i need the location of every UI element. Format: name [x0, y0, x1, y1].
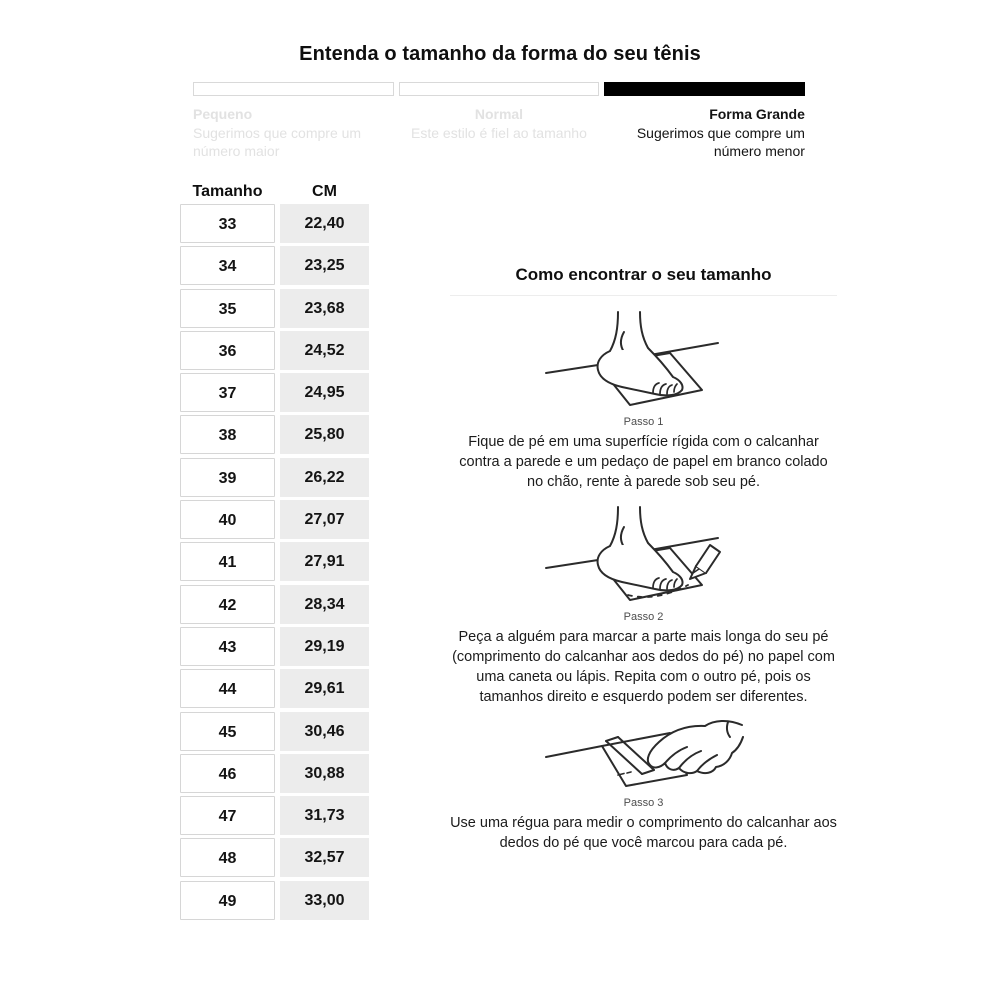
page-title: Entenda o tamanho da forma do seu tênis — [299, 43, 701, 65]
step-text: Fique de pé em uma superfície rígida com o calcanhar contra a parede e um pedaço de papel em branco colado no chão, rente à parede sob seu pé. — [459, 434, 828, 490]
table-row — [180, 585, 369, 624]
size-cell: 36 — [180, 331, 275, 370]
size-table — [180, 183, 369, 923]
size-cell: 44 — [180, 669, 275, 708]
cm-cell: 22,40 — [280, 204, 369, 243]
table-row — [180, 881, 369, 920]
size-cell: 45 — [180, 712, 275, 751]
size-cell: 41 — [180, 542, 275, 581]
fit-label-description: Este estilo é fiel ao tamanho — [411, 124, 587, 141]
table-row — [180, 796, 369, 835]
size-cell: 38 — [180, 415, 275, 454]
foot-on-paper-icon — [534, 310, 754, 410]
cm-cell: 24,52 — [280, 331, 369, 370]
cm-column-header: CM — [312, 183, 337, 200]
foot-pencil-marking-icon — [534, 505, 754, 605]
cm-cell: 30,46 — [280, 712, 369, 751]
size-cell: 33 — [180, 204, 275, 243]
table-row — [180, 712, 369, 751]
size-cell: 48 — [180, 838, 275, 877]
step-label: Passo 1 — [623, 416, 664, 428]
divider — [450, 295, 837, 296]
cm-cell: 23,68 — [280, 289, 369, 328]
size-cell: 35 — [180, 289, 275, 328]
step-text: Peça a alguém para marcar a parte mais longa do seu pé (comprimento do calcanhar aos dedos do pé) no papel com uma caneta ou lápis. Repita com o outro pé, pois os tamanhos direito e esquerdo podem ser diferentes. — [452, 629, 835, 705]
step-label: Passo 3 — [623, 797, 664, 809]
how-to-section — [450, 264, 837, 853]
size-cell: 49 — [180, 881, 275, 920]
step-label: Passo 2 — [623, 611, 664, 623]
table-row — [180, 204, 369, 243]
table-row — [180, 627, 369, 666]
fit-label-description: Sugerimos que compre um número maior — [193, 124, 362, 159]
cm-cell: 27,91 — [280, 542, 369, 581]
table-row — [180, 500, 369, 539]
table-row — [180, 289, 369, 328]
cm-cell: 25,80 — [280, 415, 369, 454]
fit-label-large — [601, 105, 805, 161]
table-row — [180, 331, 369, 370]
how-to-title: Como encontrar o seu tamanho — [515, 265, 772, 284]
fit-label-title: Pequeno — [193, 106, 253, 122]
table-row — [180, 542, 369, 581]
table-row — [180, 415, 369, 454]
size-table-header — [180, 183, 369, 204]
cm-cell: 32,57 — [280, 838, 369, 877]
fit-meter — [193, 82, 805, 96]
cm-cell: 23,25 — [280, 246, 369, 285]
size-cell: 43 — [180, 627, 275, 666]
size-cell: 47 — [180, 796, 275, 835]
cm-cell: 24,95 — [280, 373, 369, 412]
size-cell: 39 — [180, 458, 275, 497]
cm-cell: 27,07 — [280, 500, 369, 539]
table-row — [180, 754, 369, 793]
fit-segment-normal — [399, 82, 600, 96]
table-row — [180, 373, 369, 412]
fit-label-description: Sugerimos que compre um número menor — [636, 124, 805, 159]
cm-cell: 30,88 — [280, 754, 369, 793]
size-cell: 46 — [180, 754, 275, 793]
ruler-hand-icon — [544, 715, 744, 793]
size-cell: 37 — [180, 373, 275, 412]
size-cell: 34 — [180, 246, 275, 285]
table-row — [180, 669, 369, 708]
cm-cell: 29,61 — [280, 669, 369, 708]
cm-cell: 29,19 — [280, 627, 369, 666]
fit-label-normal — [397, 105, 601, 161]
size-column-header: Tamanho — [192, 183, 263, 200]
cm-cell: 31,73 — [280, 796, 369, 835]
size-table-body — [180, 204, 369, 920]
cm-cell: 26,22 — [280, 458, 369, 497]
fit-segment-small — [193, 82, 394, 96]
cm-cell: 33,00 — [280, 881, 369, 920]
size-cell: 40 — [180, 500, 275, 539]
table-row — [180, 246, 369, 285]
size-cell: 42 — [180, 585, 275, 624]
fit-meter-labels — [193, 105, 805, 161]
fit-segment-large-active — [604, 82, 805, 96]
fit-label-title: Forma Grande — [709, 106, 805, 122]
step-text: Use uma régua para medir o comprimento do calcanhar aos dedos do pé que você marcou para cada pé. — [450, 815, 837, 851]
cm-cell: 28,34 — [280, 585, 369, 624]
table-row — [180, 458, 369, 497]
fit-label-title: Normal — [474, 106, 524, 122]
table-row — [180, 838, 369, 877]
fit-label-small — [193, 105, 397, 161]
